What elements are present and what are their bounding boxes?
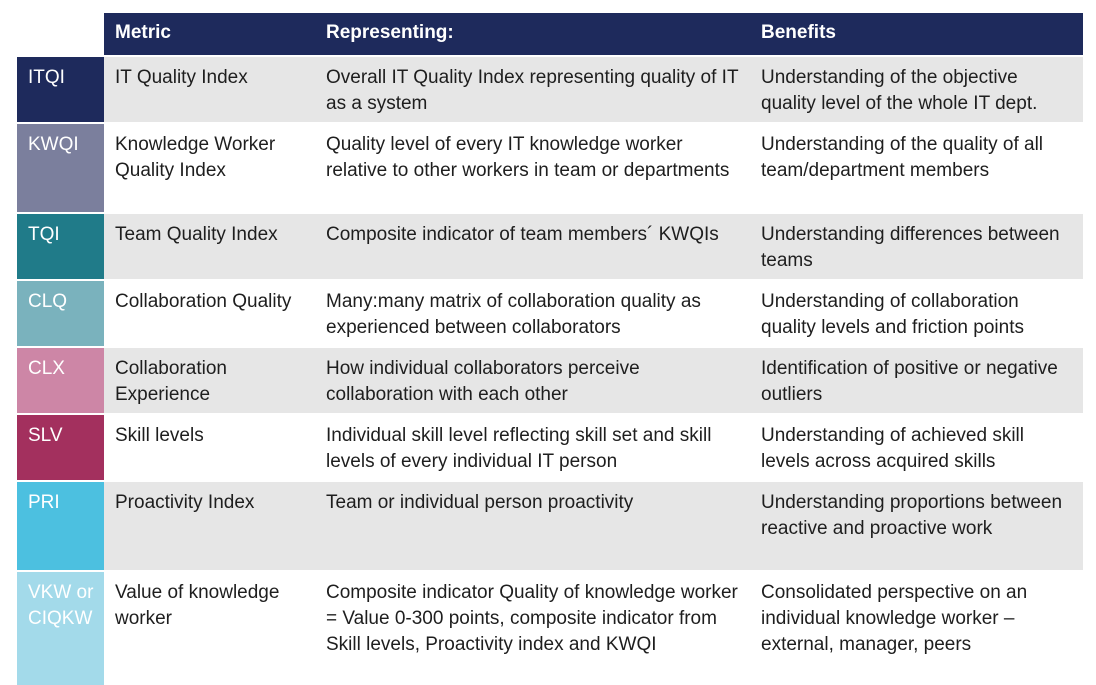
row-metric: Collaboration Experience (104, 347, 315, 414)
row-benefits: Understanding of the objective quality level of the whole IT dept. (750, 56, 1083, 123)
row-code: VKW or CIQKW (17, 571, 104, 685)
header-benefits: Benefits (750, 13, 1083, 56)
row-code: PRI (17, 481, 104, 571)
row-benefits: Identification of positive or negative outliers (750, 347, 1083, 414)
row-metric: IT Quality Index (104, 56, 315, 123)
table-row (17, 347, 1083, 414)
row-benefits: Understanding of collaboration quality levels and friction points (750, 280, 1083, 347)
row-code: CLX (17, 347, 104, 414)
row-representing: Quality level of every IT knowledge worker relative to other workers in team or departments (315, 123, 750, 213)
table-row (17, 414, 1083, 481)
table-row (17, 280, 1083, 347)
row-benefits: Understanding of the quality of all team/department members (750, 123, 1083, 213)
table-row (17, 56, 1083, 123)
row-code: TQI (17, 213, 104, 280)
row-code: SLV (17, 414, 104, 481)
row-metric: Knowledge Worker Quality Index (104, 123, 315, 213)
row-representing: Team or individual person proactivity (315, 481, 750, 571)
row-benefits: Understanding of achieved skill levels across acquired skills (750, 414, 1083, 481)
table-row (17, 481, 1083, 571)
row-representing: Overall IT Quality Index representing quality of IT as a system (315, 56, 750, 123)
row-benefits: Understanding differences between teams (750, 213, 1083, 280)
row-code: CLQ (17, 280, 104, 347)
row-code: ITQI (17, 56, 104, 123)
header-blank-cell (17, 13, 104, 56)
row-code: KWQI (17, 123, 104, 213)
row-metric: Team Quality Index (104, 213, 315, 280)
row-representing: Composite indicator Quality of knowledge worker = Value 0-300 points, composite indicator from Skill levels, Proactivity index and KWQI (315, 571, 750, 685)
metrics-table (17, 13, 1083, 685)
row-representing: How individual collaborators perceive collaboration with each other (315, 347, 750, 414)
row-benefits: Understanding proportions between reactive and proactive work (750, 481, 1083, 571)
header-representing: Representing: (315, 13, 750, 56)
table-row (17, 571, 1083, 685)
row-metric: Skill levels (104, 414, 315, 481)
header-row (17, 13, 1083, 56)
row-representing: Composite indicator of team members´ KWQIs (315, 213, 750, 280)
row-benefits: Consolidated perspective on an individual knowledge worker – external, manager, peers (750, 571, 1083, 685)
table-row (17, 213, 1083, 280)
row-representing: Many:many matrix of collaboration quality as experienced between collaborators (315, 280, 750, 347)
row-metric: Proactivity Index (104, 481, 315, 571)
table-row (17, 123, 1083, 213)
row-metric: Collaboration Quality (104, 280, 315, 347)
row-metric: Value of knowledge worker (104, 571, 315, 685)
header-metric: Metric (104, 13, 315, 56)
row-representing: Individual skill level reflecting skill set and skill levels of every individual IT person (315, 414, 750, 481)
